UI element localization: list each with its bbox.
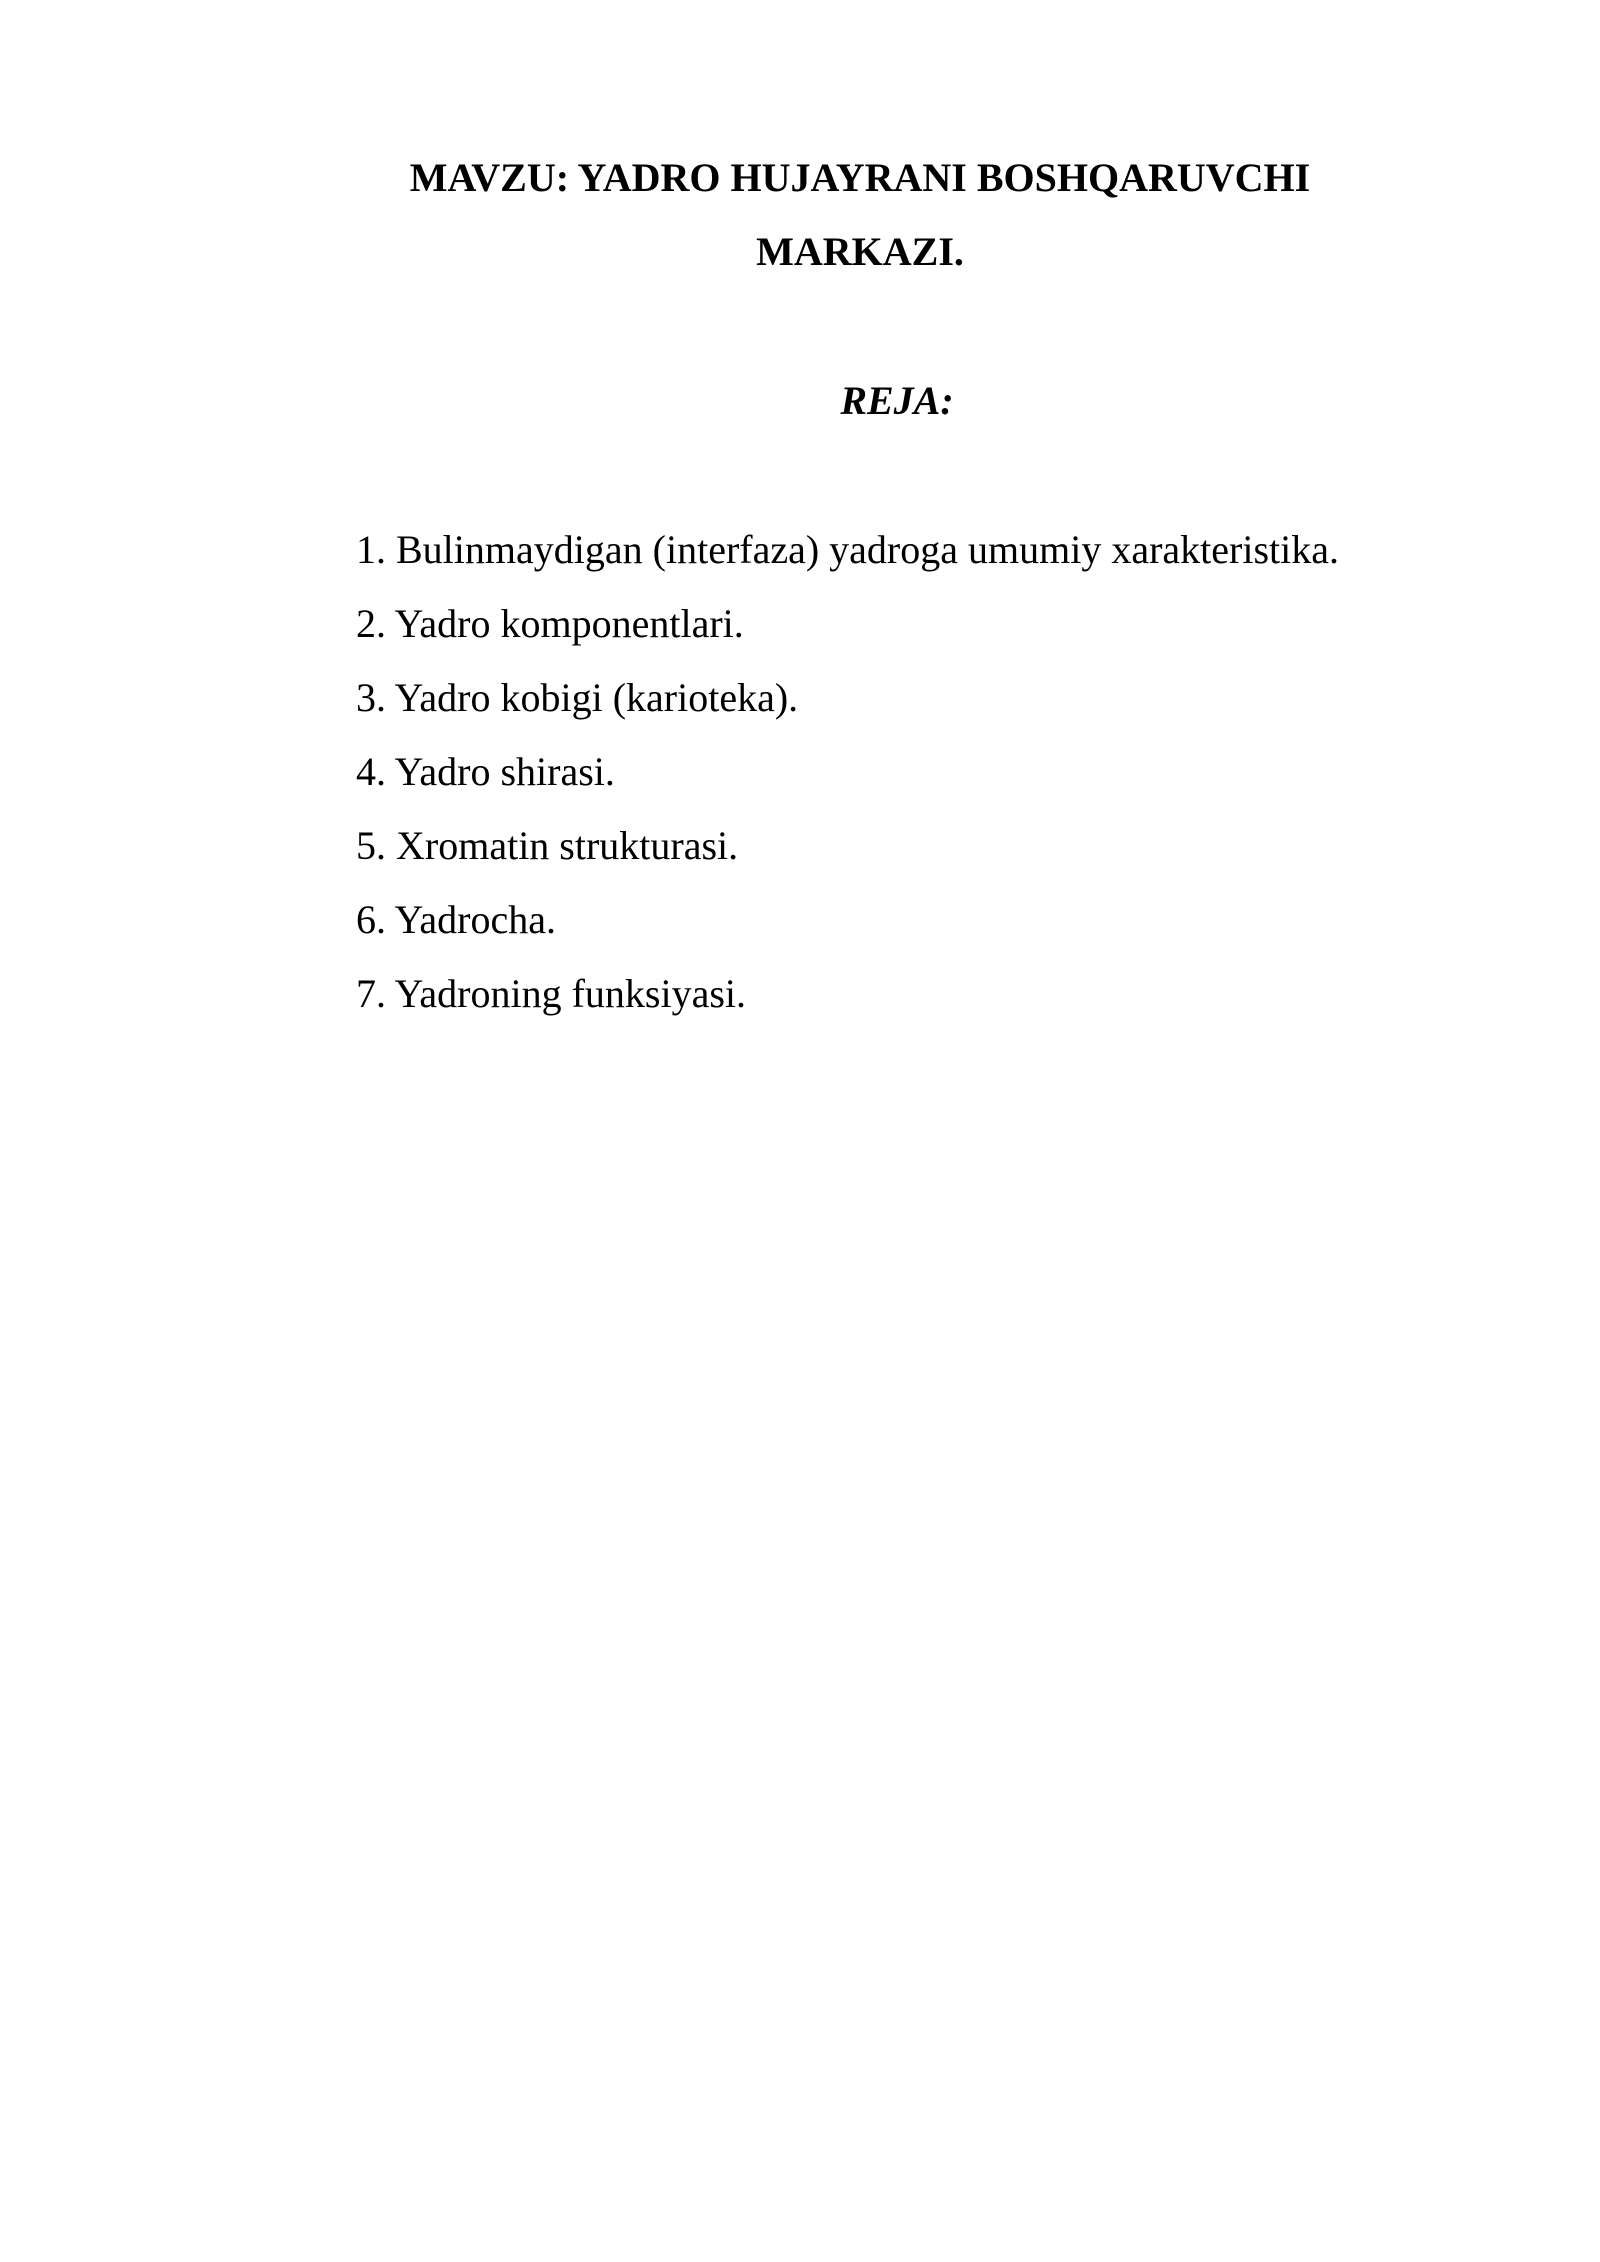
plan-item-7: 7. Yadroning funksiyasi. [356,971,747,1016]
topic-title-line-1: MAVZU: YADRO HUJAYRANI BOSHQARUVCHI [409,155,1311,200]
plan-item-5: 5. Xromatin strukturasi. [356,823,739,868]
plan-item-4: 4. Yadro shirasi. [356,749,615,794]
plan-item-3: 3. Yadro kobigi (karioteka). [356,675,799,720]
plan-item-2: 2. Yadro komponentlari. [356,601,744,646]
plan-item-6: 6. Yadrocha. [356,897,556,942]
plan-list [356,526,1339,1044]
plan-heading: REJA: [840,378,954,423]
plan-item-1: 1. Bulinmaydigan (interfaza) yadroga umumiy xarakteristika. [356,527,1340,572]
topic-title-line-2: MARKAZI. [756,229,964,274]
